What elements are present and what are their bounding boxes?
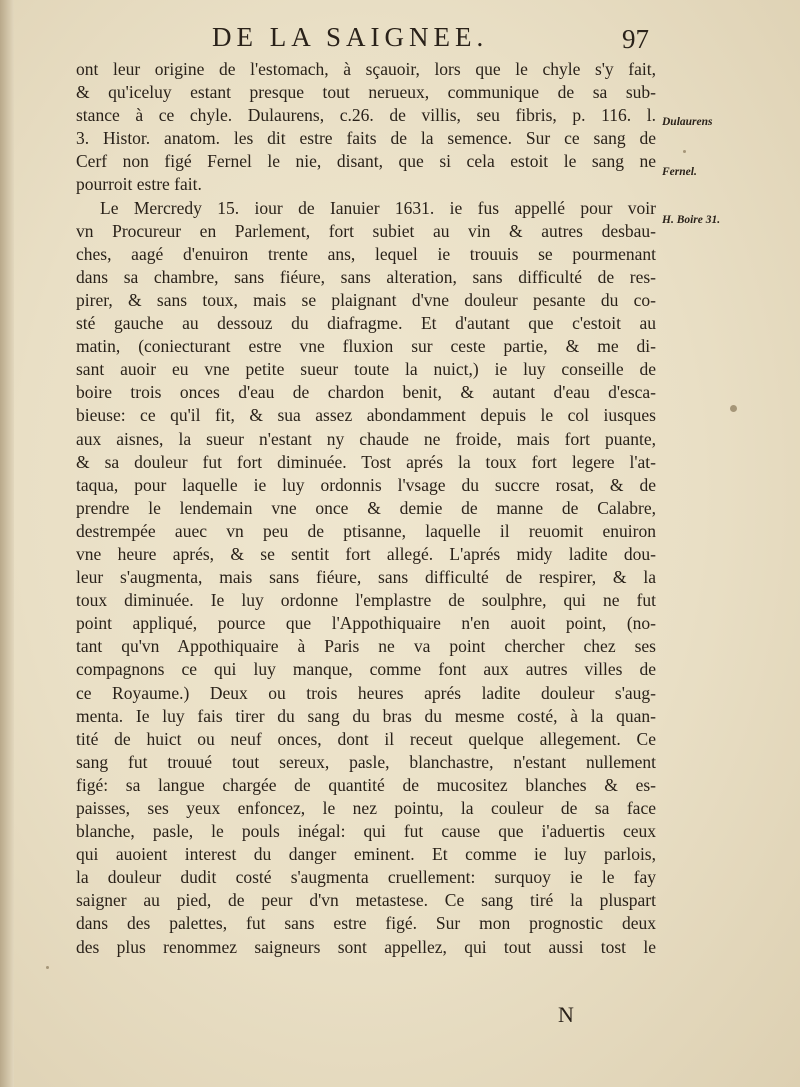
- text-line: & sa douleur fut fort diminuée. Tost aprés la toux fort legere l'at-: [76, 451, 656, 472]
- text-line: compagnons ce qui luy manque, comme font aux autres villes de: [76, 659, 656, 680]
- text-line: des plus renommez saigneurs sont appellez, qui tout aussi tost le: [76, 936, 656, 957]
- text-line: stance à ce chyle. Dulaurens, c.26. de villis, seu fibris, p. 116. l.: [76, 105, 656, 126]
- text-line: tant qu'vn Appothiquaire à Paris ne va point chercher chez ses: [76, 636, 656, 657]
- text-line: prendre le lendemain vne once & demie de manne de Calabre,: [76, 497, 656, 518]
- text-line: dans des palettes, fut sans estre figé. Sur mon prognostic deux: [76, 913, 656, 934]
- text-line: aux aisnes, la sueur n'estant ny chaude ne froide, mais fort puante,: [76, 428, 656, 449]
- text-line: qui auoient interest du danger eminent. Et comme ie luy parlois,: [76, 844, 656, 865]
- text-line: destrempée auec vn peu de ptisanne, laquelle il reuomit enuiron: [76, 520, 656, 541]
- paper-spot: [46, 966, 49, 969]
- paper-spot: [683, 150, 686, 153]
- text-line: taqua, pour laquelle ie luy ordonnis l'vsage du succre rosat, & de: [76, 474, 656, 495]
- text-line: matin, (coniecturant estre vne fluxion sur ceste partie, & me di-: [76, 336, 656, 357]
- text-line: menta. Ie luy fais tirer du sang du bras du mesme costé, à la quan-: [76, 705, 656, 726]
- text-line: ont leur origine de l'estomach, à sçauoir, lors que le chyle s'y fait,: [76, 59, 656, 79]
- text-line: Le Mercredy 15. iour de Ianuier 1631. ie fus appellé pour voir: [100, 197, 656, 218]
- text-line: bieuse: ce qu'il fit, & sua assez abondamment depuis le col iusques: [76, 405, 656, 426]
- text-line: & qu'iceluy estant presque tout nerueux, communique de sa sub-: [76, 82, 656, 103]
- text-line: vn Procureur en Parlement, fort subiet au vin & autres desbau-: [76, 220, 656, 241]
- page-number: 97: [622, 24, 649, 54]
- body-text: [76, 58, 656, 959]
- binding-gutter: [0, 0, 14, 1087]
- paper-spot: [730, 405, 737, 412]
- text-line: leur s'augmenta, mais sans fiéure, sans difficulté de respirer, & la: [76, 567, 656, 588]
- running-head: [0, 22, 800, 58]
- text-line: blanche, pasle, le pouls inégal: qui fut cause que i'aduertis ceux: [76, 821, 656, 842]
- running-title: DE LA SAIGNEE.: [212, 22, 489, 52]
- text-line: Cerf non figé Fernel le nie, disant, que si cela estoit le sang ne: [76, 151, 656, 172]
- text-line: boire trois onces d'eau de chardon benit, & autant d'eau d'esca-: [76, 382, 656, 403]
- text-line: pirer, & sans toux, mais se plaignant d'vne douleur pesante du co-: [76, 289, 656, 310]
- text-line: tité de huict ou neuf onces, dont il receut quelque allegement. Ce: [76, 728, 656, 749]
- text-line: ce Royaume.) Deux ou trois heures aprés ladite douleur s'aug-: [76, 682, 656, 703]
- text-line: dans sa chambre, sans fiéure, sans alteration, sans difficulté de res-: [76, 266, 656, 287]
- text-line: sté gauche au dessouz du diafragme. Et d'autant que c'estoit au: [76, 313, 656, 334]
- text-line: la douleur dudit costé s'augmenta cruellement: surquoy ie le fay: [76, 867, 656, 888]
- text-line: figé: sa langue chargée de quantité de mucositez blanches & es-: [76, 774, 656, 795]
- text-line: sant auoir eu vne petite sueur toute la nuict,) ie luy conseille de: [76, 359, 656, 380]
- text-line: paisses, ses yeux enfoncez, le nez pointu, la couleur de sa face: [76, 798, 656, 818]
- margin-note-fernel: Fernel.: [662, 166, 697, 178]
- signature-mark: N: [558, 1002, 574, 1027]
- margin-note-dulaurens: Dulaurens: [662, 116, 713, 128]
- margin-note-date: H. Boire 31.: [662, 214, 721, 226]
- text-line: 3. Histor. anatom. les dit estre faits de la semence. Sur ce sang de: [76, 128, 656, 149]
- text-line: toux diminuée. Ie luy ordonne l'emplastre de soulphre, qui ne fut: [76, 590, 656, 611]
- text-line: vne heure aprés, & se sentit fort allegé. L'aprés midy ladite dou-: [76, 543, 656, 564]
- text-line: pourroit estre fait.: [76, 174, 202, 195]
- text-line: saigner au pied, de peur d'vn metastese. Ce sang tiré la pluspart: [76, 890, 656, 911]
- text-line: ches, aagé d'enuiron trente ans, lequel ie trouuis se pourmenant: [76, 243, 656, 264]
- text-line: point appliqué, pource que l'Appothiquaire n'en auoit point, (no-: [76, 613, 656, 634]
- text-line: sang fut trouué tout sereux, pasle, blanchastre, n'estant nullement: [76, 751, 656, 772]
